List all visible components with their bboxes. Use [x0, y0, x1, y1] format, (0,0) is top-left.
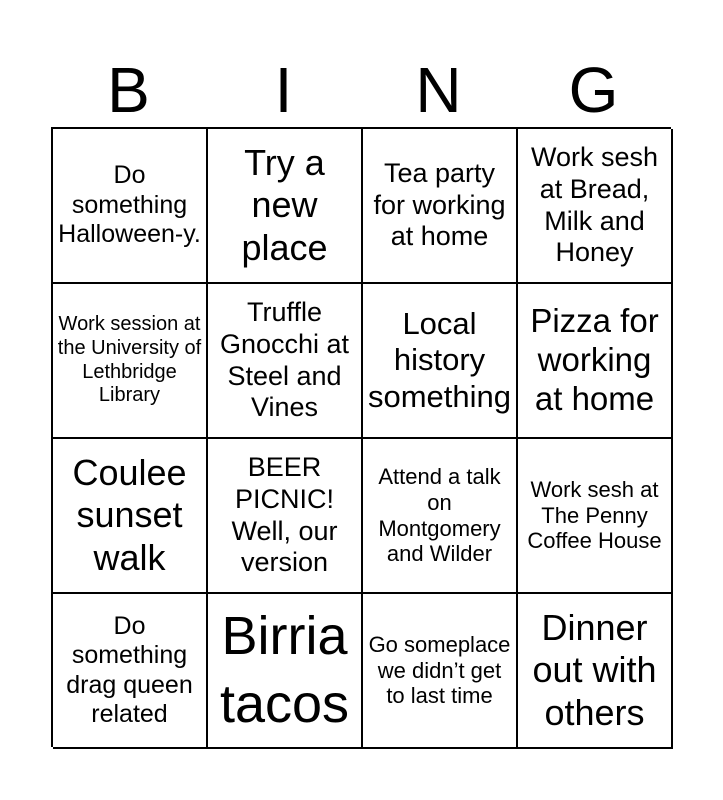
cell-text: Birria tacos [219, 606, 350, 734]
header-letter-b: B [107, 54, 150, 126]
bingo-cell[interactable] [208, 284, 363, 439]
cell-text: Tea party for working at home [373, 157, 506, 252]
bingo-cell[interactable] [53, 129, 208, 284]
bingo-cell[interactable] [53, 594, 208, 749]
header-letter-i: I [274, 54, 293, 126]
bingo-header [51, 52, 671, 128]
cell-text: Truffle Gnocchi at Steel and Vines [219, 296, 350, 423]
bingo-cell[interactable] [518, 284, 673, 439]
bingo-cell[interactable] [363, 284, 518, 439]
cell-text: Do something drag queen related [66, 611, 193, 728]
cell-text: Attend a talk on Montgomery and Wilder [378, 463, 501, 567]
bingo-cell[interactable] [518, 594, 673, 749]
bingo-cell[interactable] [208, 594, 363, 749]
cell-text: Work sesh at Bread, Milk and Honey [530, 141, 659, 268]
cell-text: Go someplace we didn’t get to last time [368, 631, 511, 709]
bingo-cell[interactable] [363, 439, 518, 594]
cell-text: Coulee sunset walk [72, 451, 187, 578]
bingo-cell[interactable] [53, 284, 208, 439]
bingo-cell[interactable] [208, 439, 363, 594]
cell-text: Local history something [367, 305, 512, 414]
bingo-cell[interactable] [363, 129, 518, 284]
cell-text: Work session at the University of Lethbridge Library [57, 313, 202, 407]
cell-text: Work sesh at The Penny Coffee House [527, 476, 662, 554]
cell-text: Pizza for working at home [530, 302, 659, 417]
bingo-grid [51, 127, 671, 747]
cell-text: Try a new place [241, 141, 328, 268]
header-letter-g: G [568, 54, 619, 126]
bingo-cell[interactable] [208, 129, 363, 284]
header-letter-n: N [415, 54, 462, 126]
cell-text: Do something Halloween-y. [58, 161, 201, 249]
cell-text: BEER PICNIC! Well, our version [231, 451, 338, 578]
cell-text: Dinner out with others [532, 606, 657, 733]
bingo-cell[interactable] [518, 439, 673, 594]
bingo-cell[interactable] [518, 129, 673, 284]
bingo-cell[interactable] [53, 439, 208, 594]
bingo-cell[interactable] [363, 594, 518, 749]
